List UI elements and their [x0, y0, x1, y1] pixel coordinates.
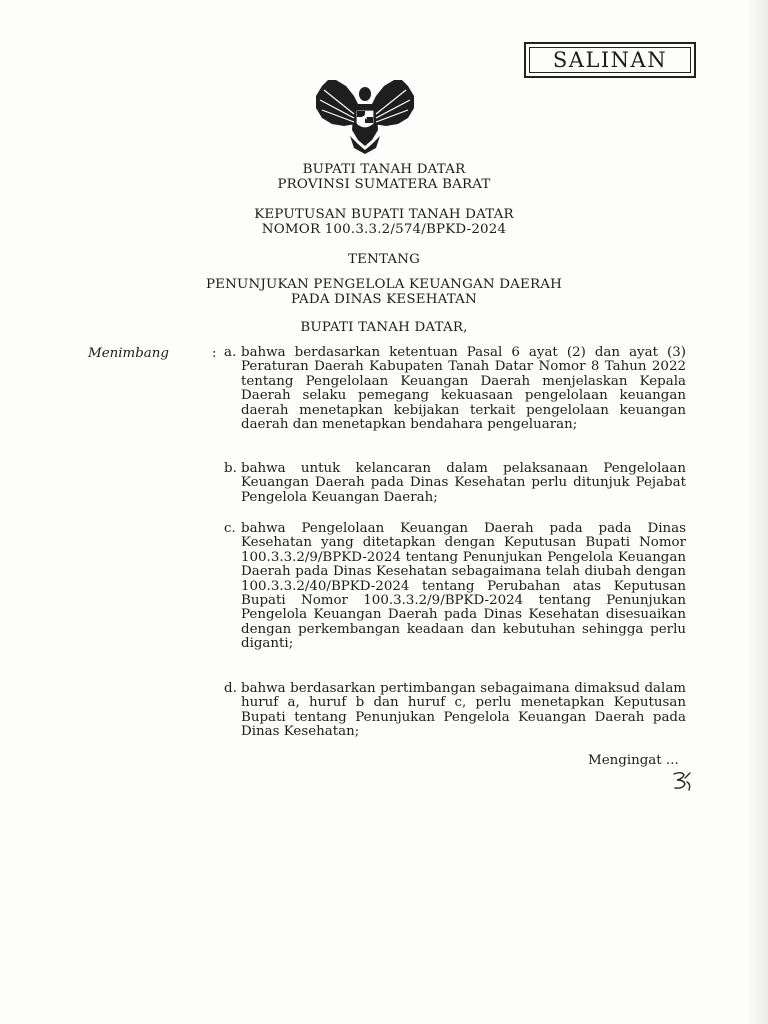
decree-subject-line1: PENUNJUKAN PENGELOLA KEUANGAN DAERAH — [205, 277, 563, 292]
considering-item-d — [224, 682, 686, 740]
shield-icon — [356, 110, 374, 128]
decree-issuer: BUPATI TANAH DATAR, — [300, 320, 468, 335]
considering-colon: : — [212, 346, 217, 361]
decree-title: KEPUTUSAN BUPATI TANAH DATAR — [254, 207, 514, 222]
item-text: bahwa berdasarkan pertimbangan sebagaimana dimaksud dalam huruf a, huruf b dan huruf c, perlu menetapkan Keputusan Bupati tentang Penunjukan Pengelola Keuangan Daerah pada Dinas Kesehatan; — [241, 681, 686, 740]
paraf-initial-icon — [670, 770, 694, 792]
item-marker: b. — [224, 461, 237, 476]
salinan-stamp — [524, 42, 696, 78]
item-text: bahwa untuk kelancaran dalam pelaksanaan Pengelolaan Keuangan Daerah pada Dinas Kesehatan perlu ditunjuk Pejabat Pengelola Keuangan Daerah; — [241, 461, 686, 505]
considering-item-b — [224, 462, 686, 505]
considering-item-a — [224, 346, 686, 432]
next-page-catchword: Mengingat ... — [588, 753, 679, 768]
item-text: bahwa Pengelolaan Keuangan Daerah pada pada Dinas Kesehatan yang ditetapkan dengan Keputusan Bupati Nomor 100.3.3.2/9/BPKD-2024 tentang Penunjukan Pengelola Keuangan Daerah pada Dinas Kesehatan sebagaimana telah diubah dengan 100.3.3.2/40/BPKD-2024 tentang Perubahan atas Keputusan Bupati Nomor 100.3.3.2/9/BPKD-2024 tentang Penunjukan Pengelola Keuangan Daerah pada Dinas Kesehatan disesuaikan dengan perkembangan keadaan dan kebutuhan sehingga perlu diganti; — [241, 521, 686, 652]
item-marker: c. — [224, 521, 236, 536]
considering-item-c — [224, 522, 686, 652]
province-title: PROVINSI SUMATERA BARAT — [277, 177, 491, 192]
decree-about: TENTANG — [347, 252, 421, 267]
decree-number: NOMOR 100.3.3.2/574/BPKD-2024 — [261, 222, 507, 237]
item-text: bahwa berdasarkan ketentuan Pasal 6 ayat (2) dan ayat (3) Peraturan Daerah Kabupaten Tanah Datar Nomor 8 Tahun 2022 tentang Pengelolaan Keuangan Daerah menjelaskan Kepala Daerah selaku pemegang kekuasaan pengelolaan keuangan daerah menetapkan kebijakan terkait pengelolaan keuangan daerah dan menetapkan bendahara pengeluaran; — [241, 345, 686, 433]
decree-subject-line2: PADA DINAS KESEHATAN — [291, 292, 477, 307]
regent-title: BUPATI TANAH DATAR — [302, 162, 466, 177]
garuda-pancasila-icon — [310, 74, 420, 154]
considering-label: Menimbang — [88, 346, 169, 361]
stamp-label: SALINAN — [552, 48, 668, 72]
page-edge-shadow — [746, 0, 768, 1024]
item-marker: d. — [224, 681, 237, 696]
item-marker: a. — [224, 345, 237, 360]
